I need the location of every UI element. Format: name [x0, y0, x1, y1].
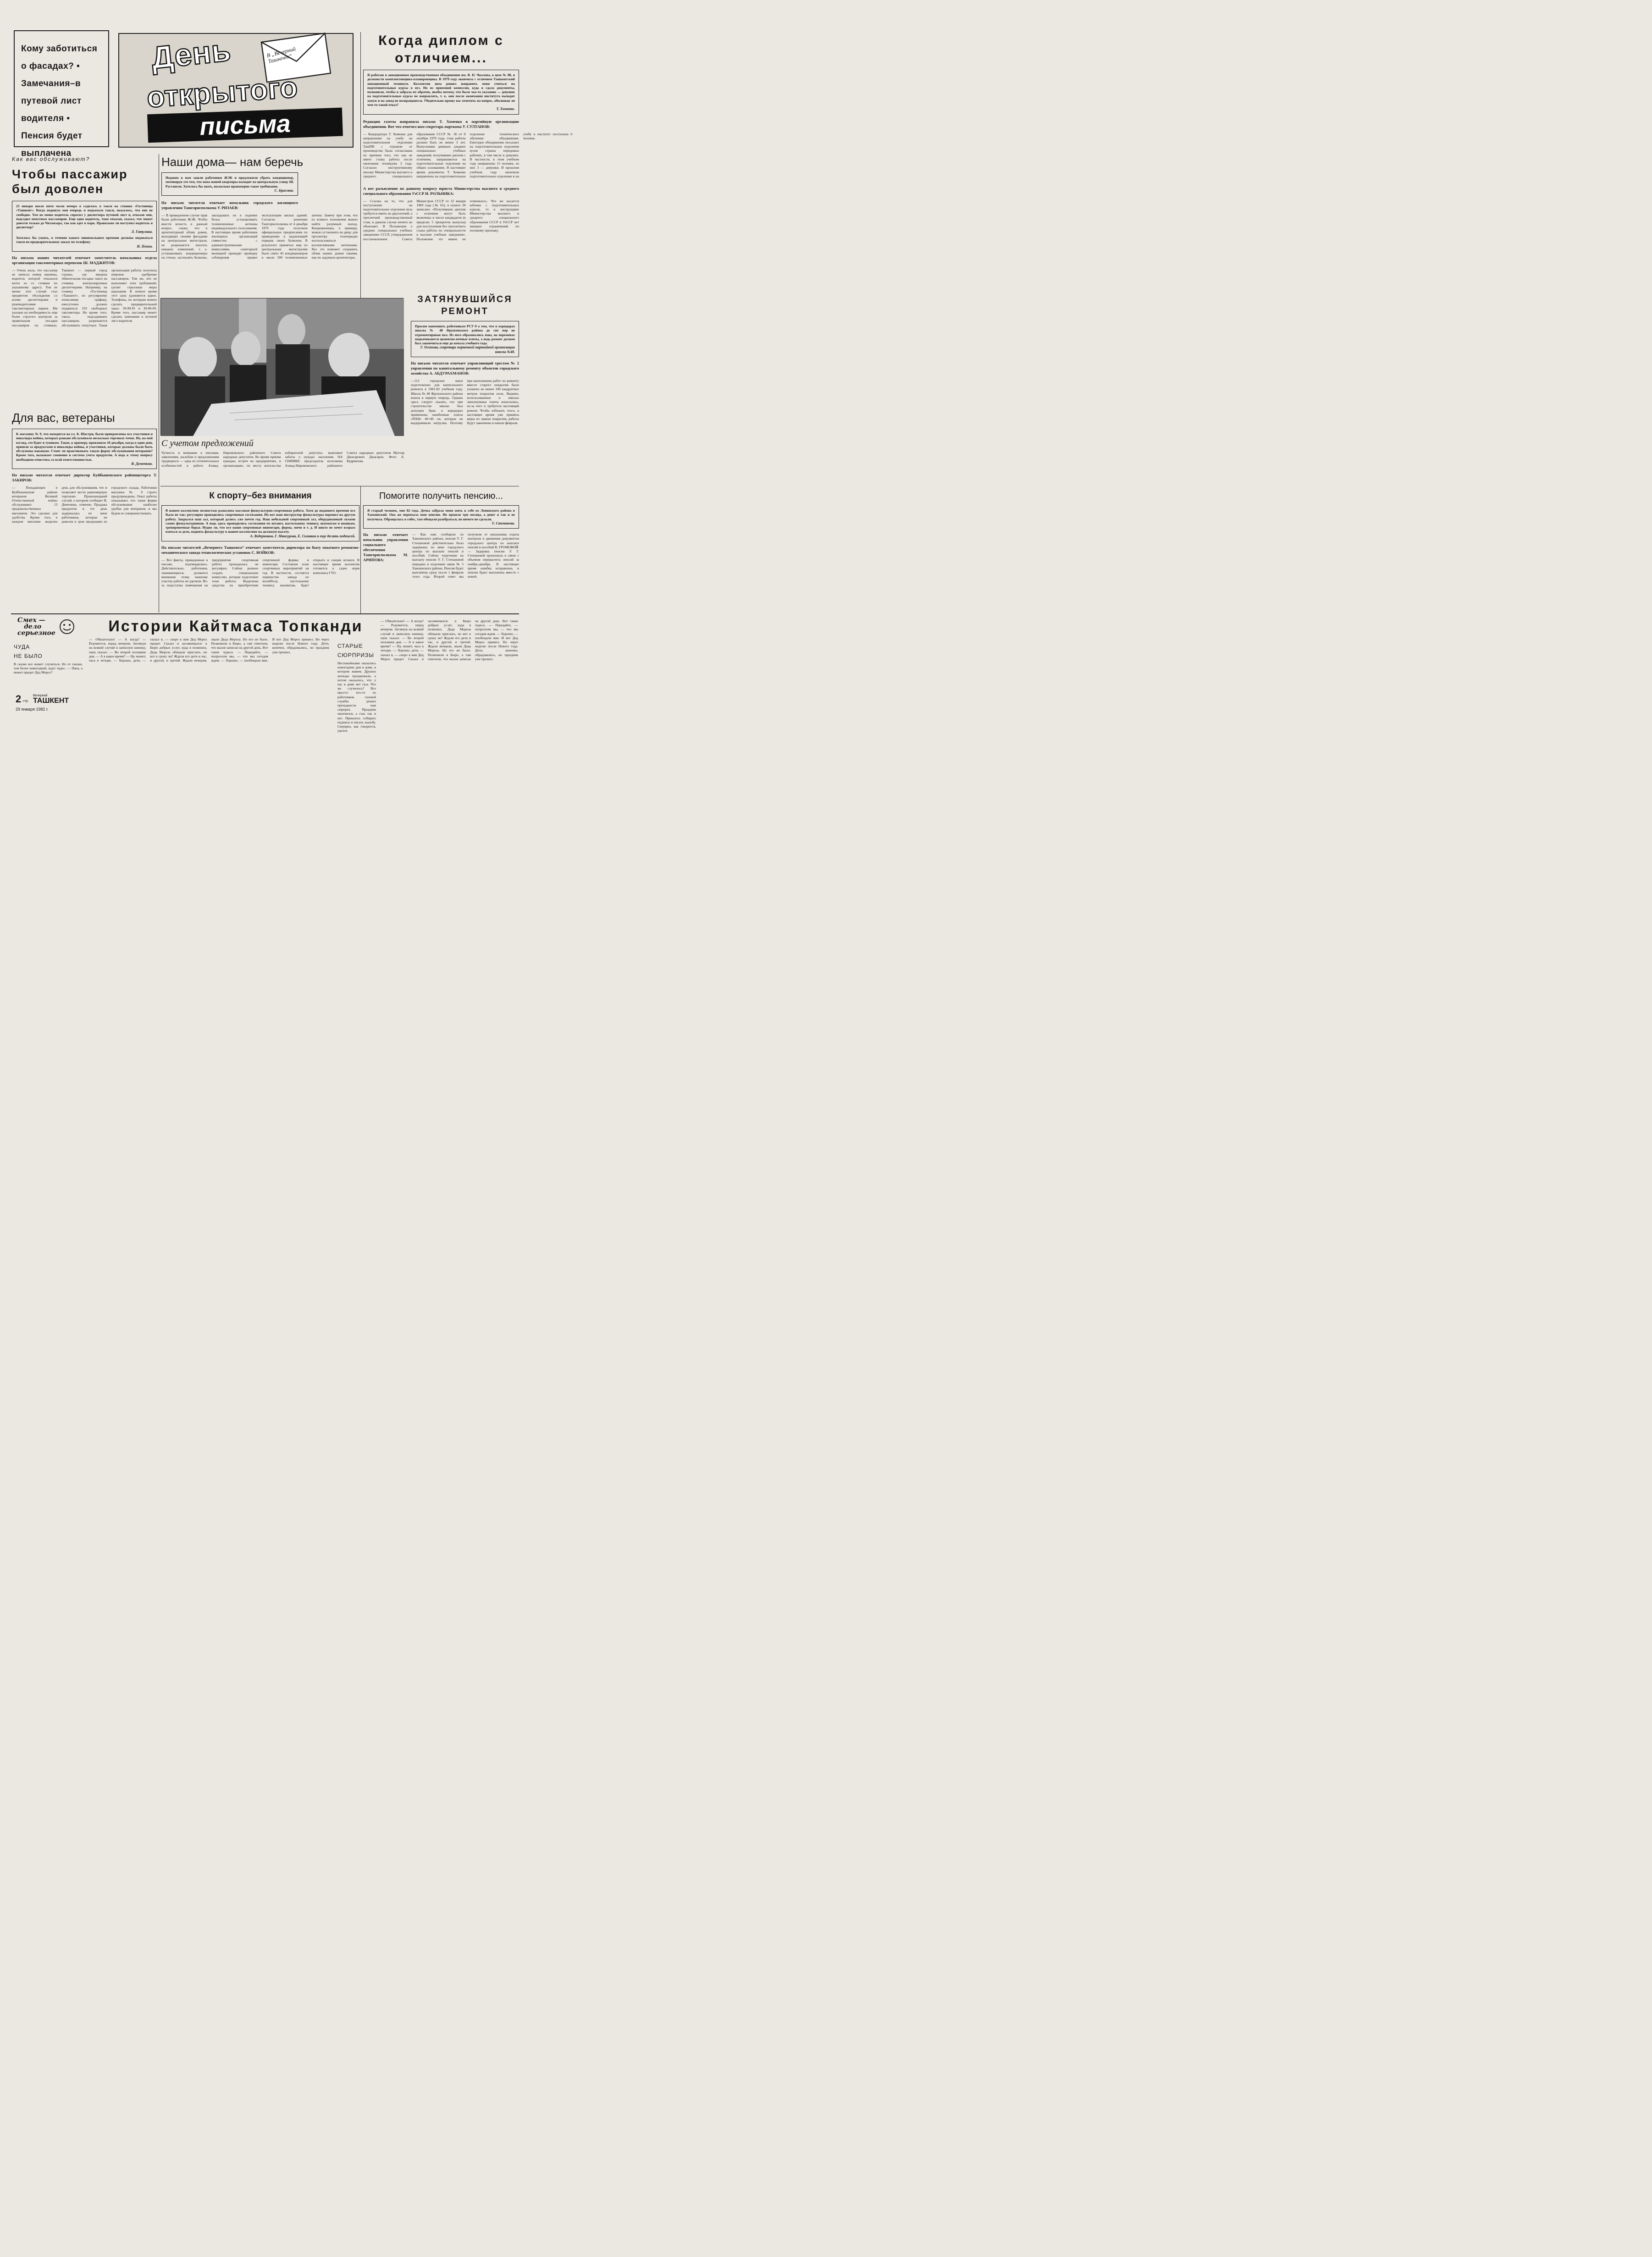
sport-answer: — Все факты, приведенные в письме, подтвердились. Действительно, работники, занимающиеся, должного внимания этому важному участку работы не уделяли. Из-за недостатка помещения на предприятии спортивная работа проводилась не регулярно. Сейчас решено создать специальную комиссию, которая подготовит план работы. Выделены средства на приобретение спортивной формы и инвентаря. Составлен план спортивных мероприятий на год. В частности, состоятся первенство завода по волейболу, настольному теннису, шахматам, будет открыта и секция штанги. В настоящее время коллектив готовится к сдаче норм комплекса ГТО. [161, 558, 359, 588]
veterans-answer: — Попадающих в Куйбышевском районе ветеранов Великой Отечественной войны обслуживают 13 продовольственных магазинов. Это сделано для удобства. Кроме того, в каждом магазине выделен день для обслуживания, что и позволяет вести равномерную торговлю. Произошедший случай, о котором сообщает В. Демочкин, отмечен. Продажа продуктов в тот день задержалась по вине работников, которые не довезли в срок продукцию из городского склада. Работники магазина № 9 строго предупреждены. Опыт работы показывает, что такая форма обслуживания наиболее удобна для ветеранов, и мы будем ее совершенствовать. [12, 486, 157, 524]
veterans-article [12, 410, 157, 589]
humor-title: Истории Кайтмаса Топканди [108, 618, 363, 635]
diploma-intro-2: А вот разъяснение по данному вопросу юриста Министерства высшего и среднего специального образования УзССР И. РОЛЬНИКА: [363, 186, 519, 196]
masthead-word-3: письма [147, 108, 343, 143]
meeting-photo [161, 298, 404, 436]
diploma-title: Когда диплом с отличием... [378, 33, 504, 66]
humor-section [11, 617, 519, 733]
sport-letter-text: В нашем коллективе полностью развалена массовая физкультурно-спортивная работа. Хотя до недавнего времени все было не так: регулярно проводились спортивные состязания. Но вот наш инструктор физкультуры перешел на другую работу. Закрылся наш зал, который дались уже почти год. Наш небольшой спортивный зал, оборудованный силами самих физкультурников. А ведь здесь проводились состязания по штанге, настольному теннису, шахматам и шашкам, тренировочные борья. Нудно ли, что все наши спортивные инвентари, форма, мячи и т. д. И никто не хочет всерьез взяться за дело, поднять физкультуру в нашем коллективе на должную высоту. [166, 508, 355, 534]
teaser-text: Кому заботиться о фасадах? • Замечания–в путевой лист водителя • Пенсия будет выплачена [21, 44, 98, 158]
diploma-intro: Редакция газеты направила письмо Т. Хоменко в партийную организацию объединения. Вот что ответил нам секретарь парткома У. СУЛТАНОВ: [363, 119, 519, 129]
sport-title: К спорту–без внимания [209, 491, 312, 501]
masthead-logo [118, 33, 354, 148]
pension-article [363, 490, 519, 606]
houses-answer: — В приведенном случае прав были работники ЖЭК. Чтобы внести ясность в данный вопрос, скажу, что в архитектурный облик домов, выходящих своими фасадами на центральные магистрали, не разрешается вносить никаких изменений, т. е. устанавливать кондиционеры на стенах, застеклять балконы, закладывать их в лоджиях белье, устанавливать телевизионные антенны индивидуального пользования. В настоящее время работники жилищных организаций совместно с административными комиссиями, санитарной милицией проводят проверку соблюдения правил эксплуатации жилых зданий. Согласно решению Ташгорисполкома от 4 декабря 1979 года получили официальные предписания по приведению в надлежащий порядок своих балконов. В результате принятых мер по центральным магистралям было снято 45 кондиционеров и около 500 телевизионных антенн. Замечу при этом, что из всякого положения можно найти разумный выход. Кондиционеры, к примеру, можно установить во двор; для просмотра телепередач воспользоваться коллективными антеннами. Все это поможет сохранить облик наших домов такими, как их задумали архитекторы. [161, 213, 358, 260]
diploma-answer-2: — Ссылка на то, что для поступления на подготовительное отделение вуза требуется иметь не двухлетний, а трехлетний производственный стаж, в данном случае ничего не объясняет. В Положении о средних специальных учебных заведениях СССР, утвержденном постановлением Совета Министров СССР от 22 января 1969 года (№ 65), в пункте 20 записано: «Получившие диплом с отличием могут быть включены в число кандидатов (в пределах 5 процентов выпуска) для поступления без трехлетнего стажа работы по специальности в высшие учебные заведения». Положение это никем не отменялось. Что же касается юбочки с подготовительных курсов, то в инструкциях Министерства высшего и среднего специального образования СССР и УзССР нет никаких ограничений по половому признаку. [363, 199, 519, 241]
photo-caption-text: Чуткость и внимание к письмам, заявлениям, жалобам и предложениям трудящихся — одна из отличительных особенностей в работе Ахмад-Ниромовского районного Совета народных депутатов. Во время приема граждан, встреч на предприятиях, в организациях, по месту жительства избирателей депутаты выясняют заботы о нуждах населения. НА СНИМКЕ: председатель исполкома Ахмад-Ниромовского районного Совета народных депутатов Мухтар Джагарович Джагаров. Фото А. Кудряшова. [161, 451, 404, 468]
taxi-letter-2-text: Хотелось бы узнать, в течение какого минимального времени должны подаваться такси по предварительному заказу по телефону. [16, 236, 153, 244]
repair-letter [411, 321, 519, 357]
humor-col-1: В сказке все может случиться. Но от сказки, тем более новогодней, ждут чудес. — Папа, а может придет Дед Мороз? [14, 662, 83, 675]
diploma-answer: — Кандидатура Т. Хоменко для направления на учебу на подготовительном отделении ТашПИ с отрывом от производства была согласована по причине того, что она не имеет стажа работы после окончания техникума 2 года. Согласно инструктивному письму Министерства высшего и среднего специального образования СССР № 36 от 8 октября 1979 года, стаж работы должен быть не менее 3 лет. Выпускники дневных средних специальных учебных заведений, получившие диплом с отличием, направляются на подготовительные отделения на общих основаниях. В настоящее время документы Т. Хоменко направлены на подготовительное отделение технического обучения объединения. Ежегодно объединение посылает на подготовительные отделения вузов страны передовых рабочих, в том числе и девушек. В частности, в этом учебном году направлены 15 человек, из них 3 — девушки. В прошлом учебном году окончили подготовительное отделение и на учебу в институт поступили 6 человек. [363, 132, 573, 178]
veterans-letter [12, 429, 157, 469]
page-number: 2 [16, 693, 22, 705]
humor-text: — Обязательно! — А когда? — Разумеется, перед вечером. Заглянув на всякий случай в записную книжку, папа сказал: — Во второй половине дня. — А в какое время? — Ну, может, часа в четыре. — Хорошо, дети, — сказал я, — скоро к вам Дед Мороз придет. Сказал и засомневался: в Бюро добрых услуг, куда я позвонил, Деда Мороза обещали прислать, но вот к сроку ли? Ждали его дети и час, и другой, и третий. Ждали вечером, звали Деда Мороза. Но его не было. Позвонили в Бюро, а там ответили, что вызов записан на другой день. Вот такие чудеса. — Передайте, — попросили мы, — что мы сегодня ждем. — Хорошо, — пообещали мне. И вот Дед Мороз пришел. Но через неделю после Нового года. Дети, конечно, обрадовались, но праздник уже прошел. [89, 637, 329, 663]
diploma-letter-sign: Т. Хоменко. [496, 107, 515, 111]
page-footer [16, 694, 84, 712]
veterans-title: Для вас, ветераны [12, 411, 115, 425]
masthead-word-1: День [149, 33, 233, 76]
masthead-word-2: открытого [145, 70, 299, 114]
photo-frame [160, 298, 403, 436]
pension-title: Помогите получить пенсию... [379, 491, 503, 501]
repair-letter-sign: Г. Осипова, секретарь первичной партийной организации школы №48. [420, 345, 515, 354]
pension-intro: На письмо отвечает начальник управления социального обеспечения Ташгорисполкома М. АРИПОВА: [363, 532, 408, 563]
taxi-article [12, 156, 157, 387]
veterans-letter-text: К магазину № 9, что находится на ул. Б. Шастри, были прикреплены все участники и инвалиды войны, которых раньше обслуживало несколько торговых точек. Но, на мой взгляд, это будет и тупиком. Такое, к примеру, произошло 18 декабря, когда в один день пришли за продуктами и инвалиды войны, и участники, которые должны были быть обслужены накануне. Стоит ли практиковать такую форму обслуживания ветеранов? Кроме того, вызывает сомнение и система учета продуктов. А ведь к этому вопросу необходимо отнестись со всей ответственностью. [16, 432, 153, 462]
paper-small-name: Вечерний [33, 694, 48, 697]
teaser-item-2: Замечания–в путевой лист водителя [21, 79, 82, 123]
taxi-letter-sign: Л. Гатулина. [131, 229, 153, 234]
humor-sub-2: СТАРЫЕ [337, 643, 363, 649]
sport-letter [161, 505, 359, 541]
diploma-letter [363, 70, 519, 115]
sport-article [161, 490, 359, 589]
humor-sub-1: ЧУДА [14, 644, 30, 650]
teaser-item-1: Кому заботиться о фасадах? [21, 44, 98, 71]
humor-rubric-line-1: Смех — [17, 617, 45, 624]
humor-rubric-line-3: серьезное [17, 629, 55, 637]
humor-rubric-line-2: дело [24, 623, 42, 630]
repair-article [411, 293, 519, 483]
repair-answer: —112 городских школ подготовлено для капитального ремонта в 1981-82 учебном году. Школа № 48 Фрунзенского района вошла в первую очередь. Однако здесь следует сказать, что при строительстве школы был допущен брак: в коридорах применены ошибочные плиты «ПХВ» 40×40 см, которые не выдерживали нагрузки. Поэтому при выполнении работ по ремонту вместо старого покрытия было уложено не менее 100 квадратных метров покрытия пола. Видимо, использованные в школах линолеумные плиты износились, из-за чего и требуется настоящий ремонт. Чтобы избежать этого, в настоящее время уже приняты меры по замене покрытия, работы будут закончены в начале февраля. [411, 379, 519, 425]
humor-sub-1b: НЕ БЫЛО [14, 653, 43, 659]
column-rule [360, 486, 361, 614]
diploma-article [363, 32, 573, 253]
issue-date: 29 января 1982 г. [16, 707, 49, 712]
pension-letter [363, 505, 519, 529]
photo-caption-block [161, 438, 404, 483]
pension-answer: — Как нам сообщили из Хамзинского района, пенсия У. Г. Степановой действительно была задержана по вине городского центра по выплате пенсий и пособий. Сейчас поручение на выплату пенсии У. Г. Степановой передано в отделение связи № 5 Хамзинского района. Пенсия будет выплачена сразу после 1 февраля этого года. Второй ответ мы получили от начальника отдела контроля и движения документов городского центра по выплате пенсий и пособий В. ГРОМОВОЙ: — Задержка пенсии У. Г. Степановой произошла в связи с объемом перерасчета пенсий за ноябрь-декабрь. В настоящее время ошибка исправлена, и пенсия будет выплачена вместе с новой. [412, 532, 519, 579]
sport-letter-sign: А. Ведерников, Г. Мансурова, Е. Симаков и еще десять подписей. [250, 534, 355, 538]
pension-letter-sign: У. Степанова. [492, 521, 515, 525]
paper-name: ТАШКЕНТ [33, 697, 69, 705]
humor-right-col-a: Неспокойными оказались новогодние дни в доме, в котором живем. Дружно жильцы праздновали, а потом оказалось, что у нас в доме нет газа. Что же случилось? Все просто: кто-то из работников газовой службы решил преподнести нам сюрприз. Праздник окончился, а газа так и нет. Пришлось собирать подписи и писать жалобу. Сюрприз, как говорится, удался. [337, 661, 376, 733]
teaser-item-3: Пенсия будет выплачена [21, 131, 83, 158]
houses-intro: На письмо читателя отвечает начальник городского жилищного управления Ташгорисполкома У. РИЗАЕВ: [161, 200, 298, 210]
taxi-letter-2-sign: Н. Попов. [137, 244, 153, 248]
envelope-text: В „Вечерний Ташкент“ [266, 45, 297, 65]
taxi-letter-text: 23 января около пяти часов вечера я садилась в такси на стоянке «Гостиница «Ташкент». Когда подошла моя очередь и подъехало такси, оказалось, что оно не свободно. Тем не менее водитель спросил у диспетчера путевой лист и, отказав мне, подсадил попутных пассажиров. Еще одно водитель, тоже отказав, сказал, что может довезти только до Чиланзара, так как едет в парк. Правильно ли поступил водитель и диспетчер? [16, 204, 153, 230]
column-rule [360, 32, 361, 298]
houses-letter-text: Недавно к нам зашли работники ЖЭК и предложили убрать кондиционер, мотивируя это тем, что окна нашей квартиры выходят на центральную улицу Ш. Руставели. Хотелось бы знать, насколько правомерно такое требование. [166, 176, 294, 188]
sport-intro: На письмо читателей „Вечернего Ташкента“ отвечает заместитель директора по быту опытного ремонтно-механического завода технологических установок С. ВОЙКОВ: [161, 545, 359, 555]
veterans-intro: На письмо читателя отвечает директор Куйбышевского райпищеторга Т. ЗАКИРОВ: [12, 473, 157, 483]
page-prefix: стр. [23, 700, 29, 703]
houses-article [161, 154, 358, 298]
taxi-intro: На письма наших читателей отвечает заместитель начальника отдела организации таксомоторных перевозок Ш. МАДЖИТОВ: [12, 255, 157, 265]
humor-right-col-b: — Обязательно! — А когда? — Разумеется, перед вечером. Заглянув на всякий случай в записную книжку, папа сказал: — Во второй половине дня. — А в какое время? — Ну, может, часа в четыре. — Хорошо, дети, — сказал я, — скоро к вам Дед Мороз придет. Сказал и засомневался: в Бюро добрых услуг, куда я позвонил, Деда Мороза обещали прислать, но вот к сроку ли? Ждали его дети и час, и другой, и третий. Ждали вечером, звали Деда Мороза. Но его не было. Позвонили в Бюро, а там ответили, что вызов записан на другой день. Вот такие чудеса. — Передайте, — попросили мы, — что мы сегодня ждем. — Хорошо, — пообещали мне. И вот Дед Мороз пришел. Но через неделю после Нового года. Дети, конечно, обрадовались, но праздник уже прошел. [381, 619, 518, 661]
smiley-icon [59, 618, 75, 635]
houses-letter [161, 172, 298, 196]
taxi-letter [12, 201, 157, 252]
teaser-box [14, 30, 109, 158]
houses-title: Наши дома— нам беречь [161, 155, 304, 169]
pension-letter-text: Я старый человек, мне 82 года. Дочка забрала меня жить к себе из Ленинского района в Хамзинский. Она же переехала мою пенсию. Но прошло три месяца, а денег я так и не получила. Обращалась в собес, там обещали разобраться, но ничего не сделали. [367, 508, 515, 521]
repair-intro: На письмо читателя отвечает управляющий трестом № 2 управления по капитальному ремонту объектов городского хозяйства А. АБДУРАХМАНОВ: [411, 361, 519, 376]
houses-letter-sign: С. Брахман. [274, 188, 294, 193]
repair-title: ЗАТЯНУВШИЙСЯ РЕМОНТ [417, 294, 513, 316]
taxi-answer: — Очень жаль, что пассажир не записал номер машины, водитель которой отказался везти ее со стоянки по указанному адресу. Тем не менее этот случай стал предметом обсуждения со всеми диспетчерами и руководителями таксомоторных парков. Им указано на необходимость еще более строгого контроля за правильным посадки пассажиров на стоянках. Ташкент — первый город страны, где введена обязательная посадка такси на стоянки, контролируемые диспетчерами. Например, на стоянку «Гостиница «Ташкент», по регулярному почасовому графику, ежесуточно должно подаваться 333 свободных таксомотора. Но кроме того, такси, подсадивших пассажиров, разрешается обслуживать попутных. Такая организация работы получила широкое одобрение пассажиров. Тем же, кто не выполняет этих требований, грозят серьезные меры наказания. В ночное время этот срок удлиняется вдвое. Телефоны, по которым можно сделать предварительный заказ: 39-99-01 и 39-00-69. Кроме того, пассажир может сделать замечания в путевой лист водителя. [12, 268, 157, 327]
humor-sub-2b: СЮРПРИЗЫ [337, 652, 374, 658]
photo-caption-title: С учетом предложений [161, 438, 254, 448]
veterans-letter-sign: В. Демочкин. [131, 462, 153, 466]
taxi-title: Чтобы пассажир был доволен [12, 167, 128, 196]
repair-letter-text: Просим напомнить работникам РСУ-9 о том, что в коридорах школы № 48 Фрунзенского района до сих пор не отремонтирован пол. Из него образовались ямы, на переменах подкачиваются цементно-печные плиты, а ведь ремонт должен был закончиться еще до начала учебного года. [415, 324, 515, 346]
diploma-letter-text: Я работаю в авиационном производственном объединении им. В. П. Чкалова, в цехе № 88, в должности комплектовщика-планировщика. В 1979 году окончила с отличием Ташкентский авиационный техникум. Коллектив цеха решил направить меня учиться на подготовительные курсы в вуз. Но из приемной комиссии, куда я сдала документы, позвонили, чтобы я забрала их обратно, якобы потому, что было чье-то указание — девушек на подготовительные курсы не направлять, т. к. они после окончания института выходят замуж и на завод не возвращаются. Убедительно прошу вас ответить на вопрос, обоснован ли чем-то такой отказ? [367, 73, 515, 107]
bottom-divider [11, 613, 519, 614]
taxi-kicker: Как вас обслуживают? [12, 156, 90, 162]
